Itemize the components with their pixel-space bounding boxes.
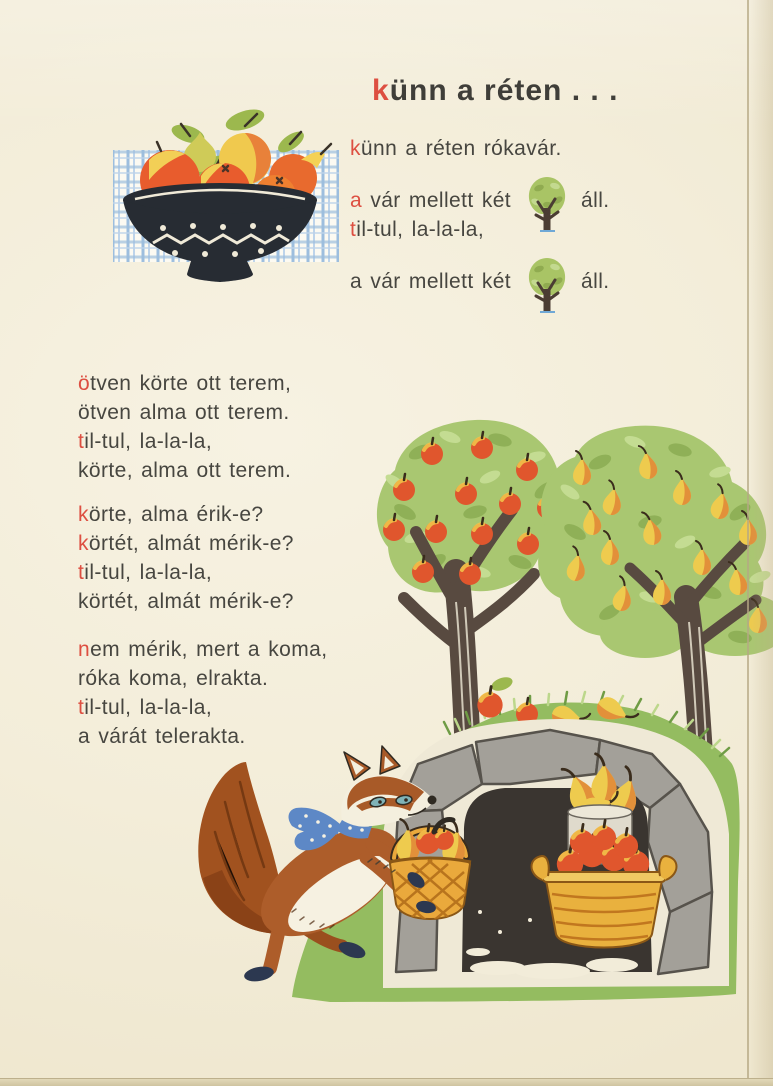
line-initial: r <box>78 667 86 690</box>
tree-icon <box>525 174 569 232</box>
line-text: il-tul, la-la-la, <box>356 218 485 241</box>
verse-line <box>350 186 610 215</box>
line-initial: a <box>350 270 363 293</box>
line-initial: k <box>78 532 89 555</box>
page-edge-right <box>749 0 773 1086</box>
fox-den-illustration <box>180 412 773 1022</box>
line-initial: n <box>78 638 91 661</box>
line-text: örtét, almát mérik-e? <box>88 532 294 555</box>
line-text-after: áll. <box>581 270 610 293</box>
verse-line <box>78 369 291 398</box>
page-edge-line <box>747 0 749 1086</box>
line-initial: a <box>350 189 363 212</box>
line-text: il-tul, la-la-la, <box>84 696 213 719</box>
tree-icon <box>525 255 569 313</box>
line-text: vár mellett két <box>362 270 512 293</box>
line-initial: k <box>78 459 89 482</box>
line-text: tven körte ott terem, <box>90 372 292 395</box>
page-title <box>372 74 618 108</box>
line-initial: k <box>350 137 361 160</box>
title-dots: . . . <box>562 74 619 107</box>
verse-line <box>350 267 610 296</box>
line-text: tven alma ott terem. <box>90 401 290 424</box>
line-text: em mérik, mert a koma, <box>90 638 328 661</box>
line-initial: t <box>78 561 85 584</box>
line-initial: a <box>78 725 91 748</box>
line-initial: ö <box>78 372 91 395</box>
verse-line <box>350 134 610 163</box>
line-text: óka koma, elrakta. <box>85 667 269 690</box>
line-text: ünn a réten rókavár. <box>360 137 562 160</box>
line-text: örtét, almát mérik-e? <box>88 590 294 613</box>
verse-line <box>350 215 610 244</box>
line-initial: t <box>78 696 85 719</box>
verse-1 <box>350 134 610 296</box>
apple-tree <box>377 420 571 752</box>
line-initial: t <box>78 430 85 453</box>
line-initial: t <box>350 218 357 241</box>
line-text: örte, alma érik-e? <box>88 503 264 526</box>
line-initial: k <box>78 503 89 526</box>
line-initial: ö <box>78 401 91 424</box>
dark-bowl <box>123 183 317 282</box>
line-text: il-tul, la-la-la, <box>84 430 213 453</box>
page-edge-bottom <box>0 1078 773 1086</box>
line-text-after: áll. <box>581 189 610 212</box>
title-initial: k <box>372 74 390 107</box>
line-initial: k <box>78 590 89 613</box>
line-text: örte, alma ott terem. <box>88 459 292 482</box>
line-text: il-tul, la-la-la, <box>84 561 213 584</box>
line-text: vár mellett két <box>362 189 512 212</box>
fruit-bowl-illustration <box>95 104 345 302</box>
line-text: várát telerakta. <box>90 725 246 748</box>
rock-den <box>383 719 729 988</box>
title-text: ünn a réten <box>389 74 563 107</box>
